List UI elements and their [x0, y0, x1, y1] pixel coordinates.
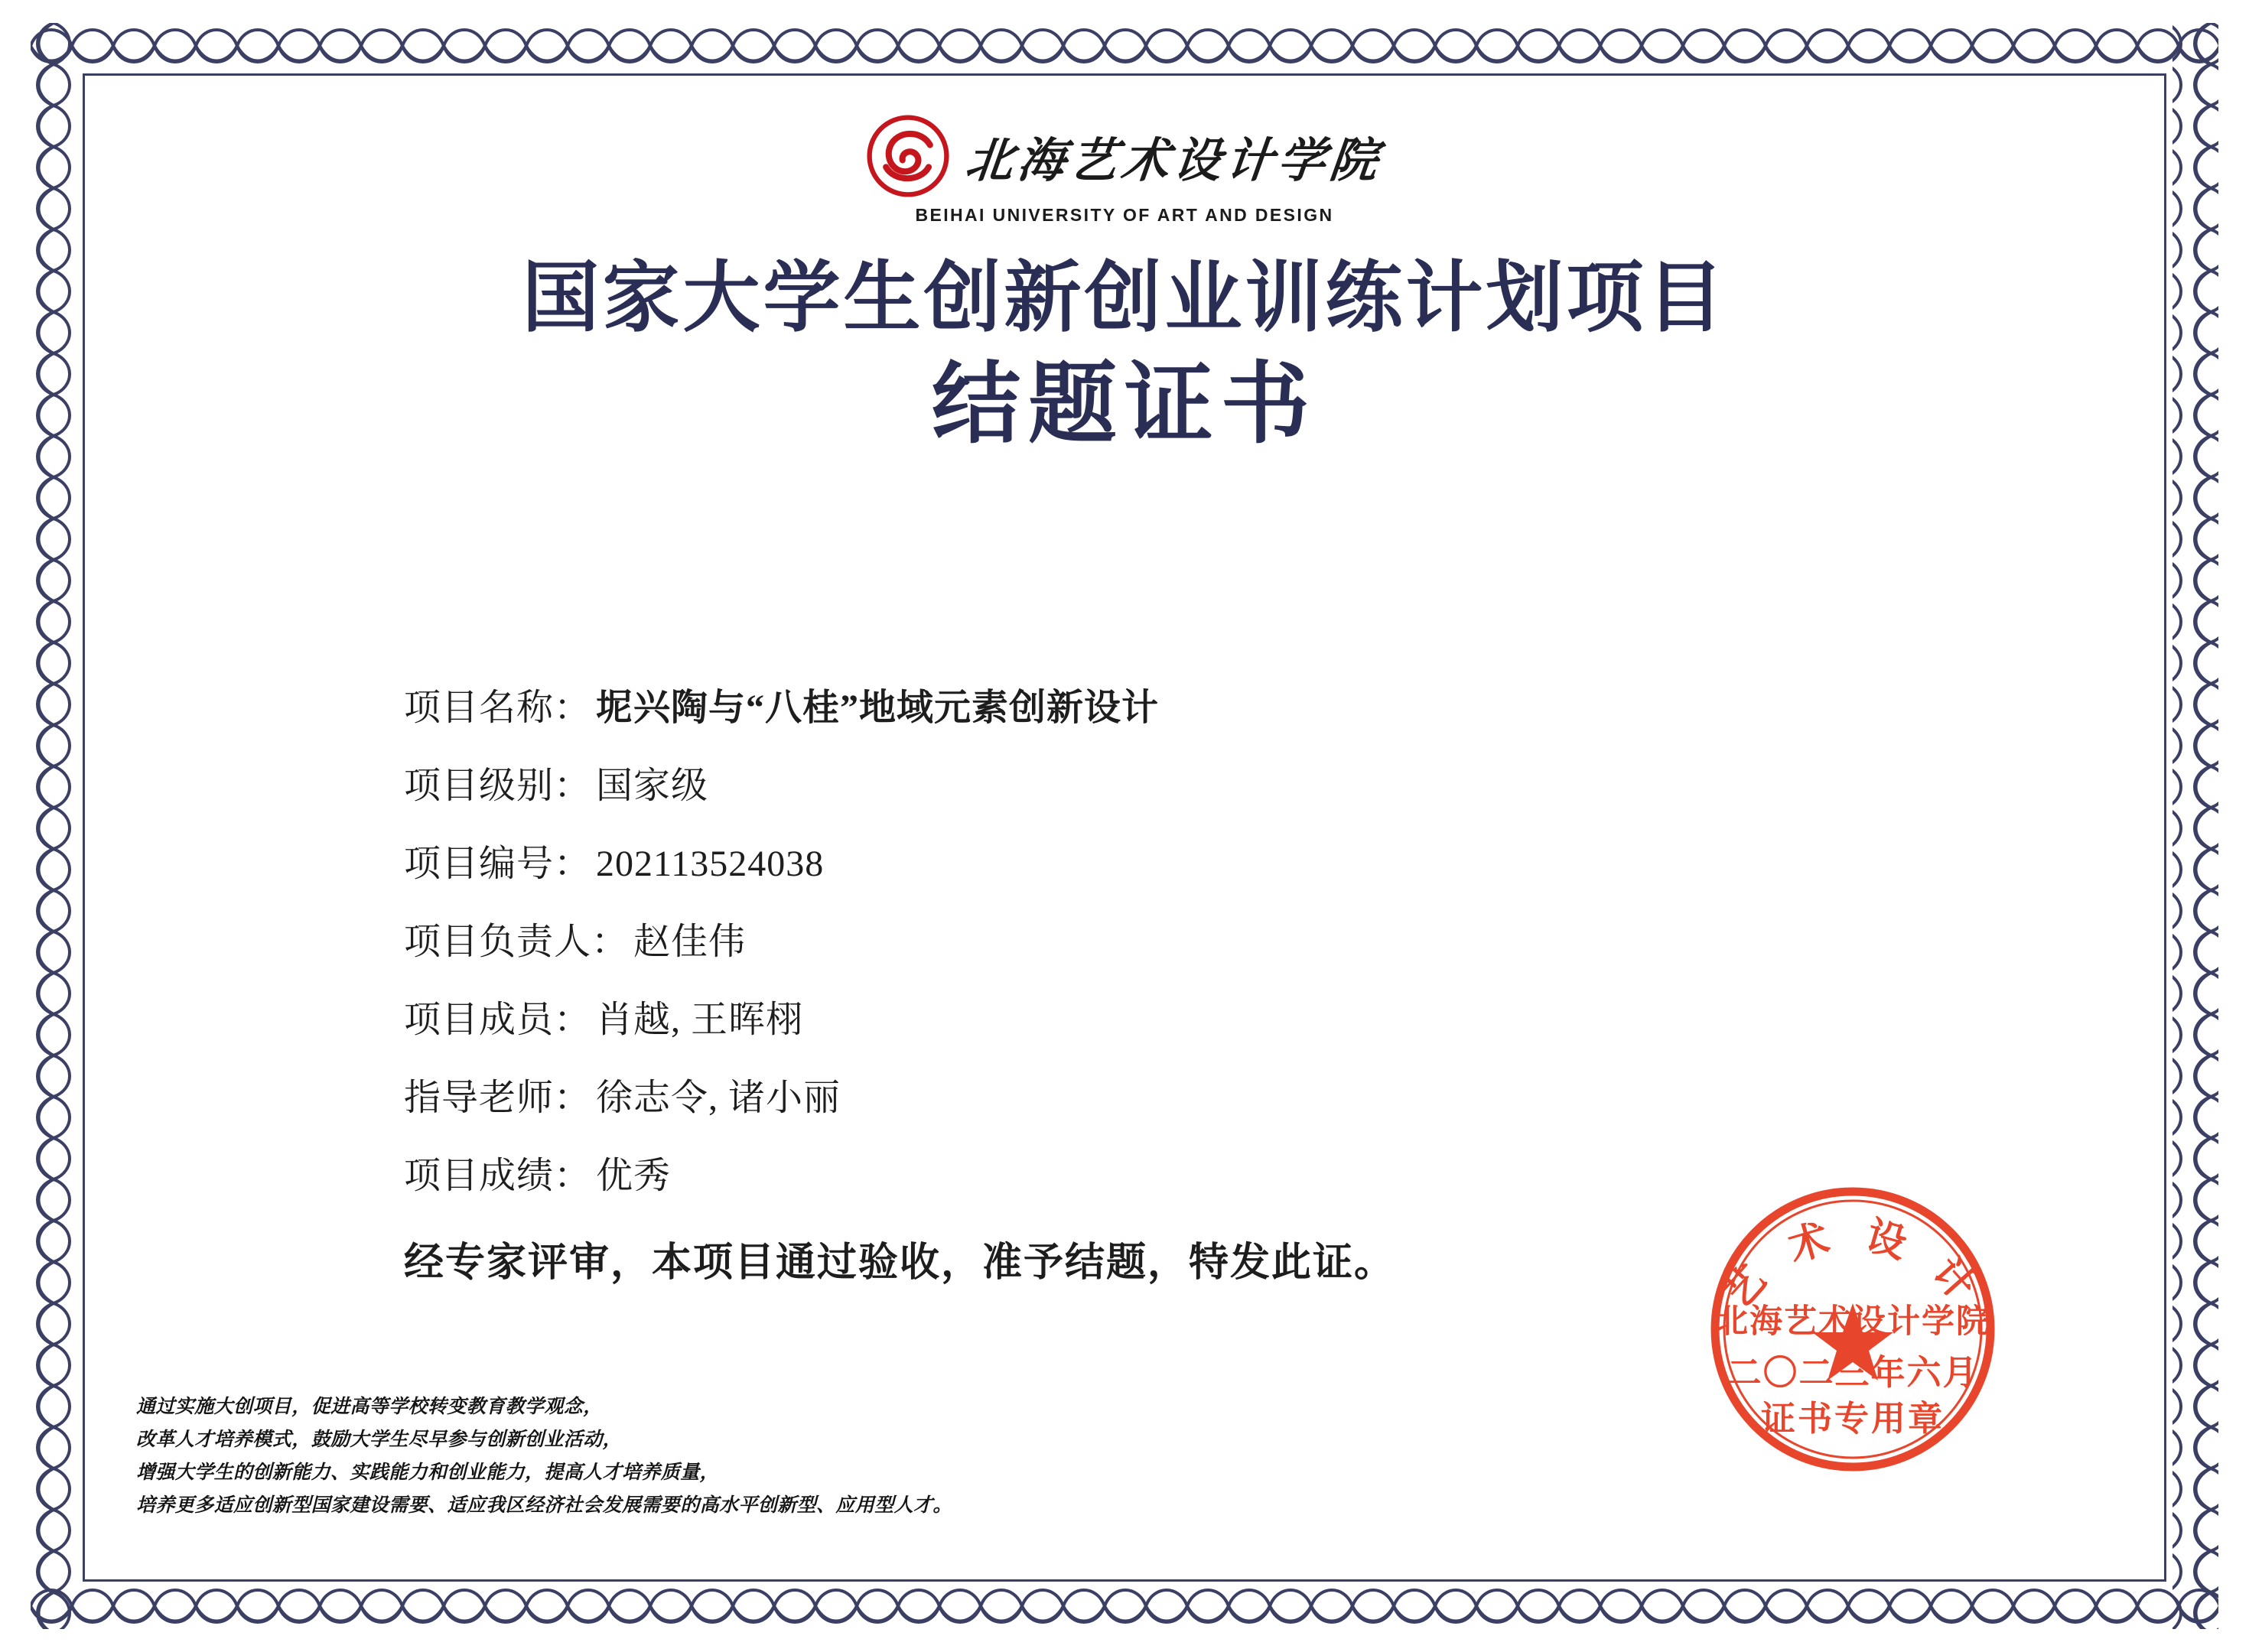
seal-date-text: 二〇二三年六月	[1727, 1354, 1979, 1392]
field-label: 项目编号：	[404, 844, 592, 884]
footer-note-line-4: 培养更多适应创新型国家建设需要、适应我区经济社会发展需要的高水平创新型、应用型人才。	[136, 1495, 952, 1516]
institution-name-en: BEIHAI UNIVERSITY OF ART AND DESIGN	[915, 205, 1334, 225]
field-label: 项目名称：	[404, 688, 592, 728]
field-label: 项目级别：	[404, 766, 592, 806]
seal-org-text: 北海艺术设计学院	[1715, 1304, 1990, 1340]
footer-note-line-3: 增强大学生的创新能力、实践能力和创业能力，提高人才培养质量，	[136, 1462, 720, 1483]
footer-note	[136, 1390, 952, 1522]
field-row-project-leader	[404, 912, 1934, 964]
field-value: 肖越, 王晖栩	[596, 1000, 804, 1040]
seal-arc-top: 艺 术 设 计	[1715, 1214, 1990, 1317]
field-row-advisors	[404, 1068, 1934, 1120]
field-label: 项目负责人：	[404, 922, 630, 962]
certificate-content	[83, 73, 2166, 1582]
field-value: 202113524038	[596, 844, 825, 884]
field-label: 项目成绩：	[404, 1156, 592, 1196]
field-label: 项目成员：	[404, 1000, 592, 1040]
seal-type-text: 证书专用章	[1760, 1400, 1945, 1438]
field-value: 国家级	[596, 766, 709, 806]
field-label: 指导老师：	[404, 1078, 592, 1118]
field-value: 赵佳伟	[633, 922, 747, 962]
certificate-title-line1: 国家大学生创新创业训练计划项目	[522, 255, 1727, 341]
field-row-project-number	[404, 834, 1934, 886]
certificate-title-line2: 结题证书	[932, 356, 1317, 454]
institution-logo-block	[83, 115, 2166, 226]
official-red-seal-icon	[1684, 1161, 2021, 1498]
footer-note-line-1: 通过实施大创项目，促进高等学校转变教育教学观念，	[136, 1397, 603, 1417]
project-fields-list	[404, 678, 1934, 1224]
spiral-wave-logo-icon	[867, 115, 949, 197]
approval-statement: 经专家评审，本项目通过验收，准予结题，特发此证。	[404, 1241, 1396, 1285]
field-row-project-level	[404, 756, 1934, 808]
field-row-project-members	[404, 990, 1934, 1042]
field-value: 优秀	[596, 1156, 672, 1196]
field-value: 坭兴陶与“八桂”地域元素创新设计	[596, 688, 1160, 728]
field-row-project-name	[404, 678, 1934, 730]
field-value: 徐志令, 诸小丽	[596, 1078, 841, 1118]
footer-note-line-2: 改革人才培养模式，鼓励大学生尽早参与创新创业活动，	[136, 1429, 623, 1450]
institution-name-cn: 北海艺术设计学院	[962, 135, 1385, 187]
